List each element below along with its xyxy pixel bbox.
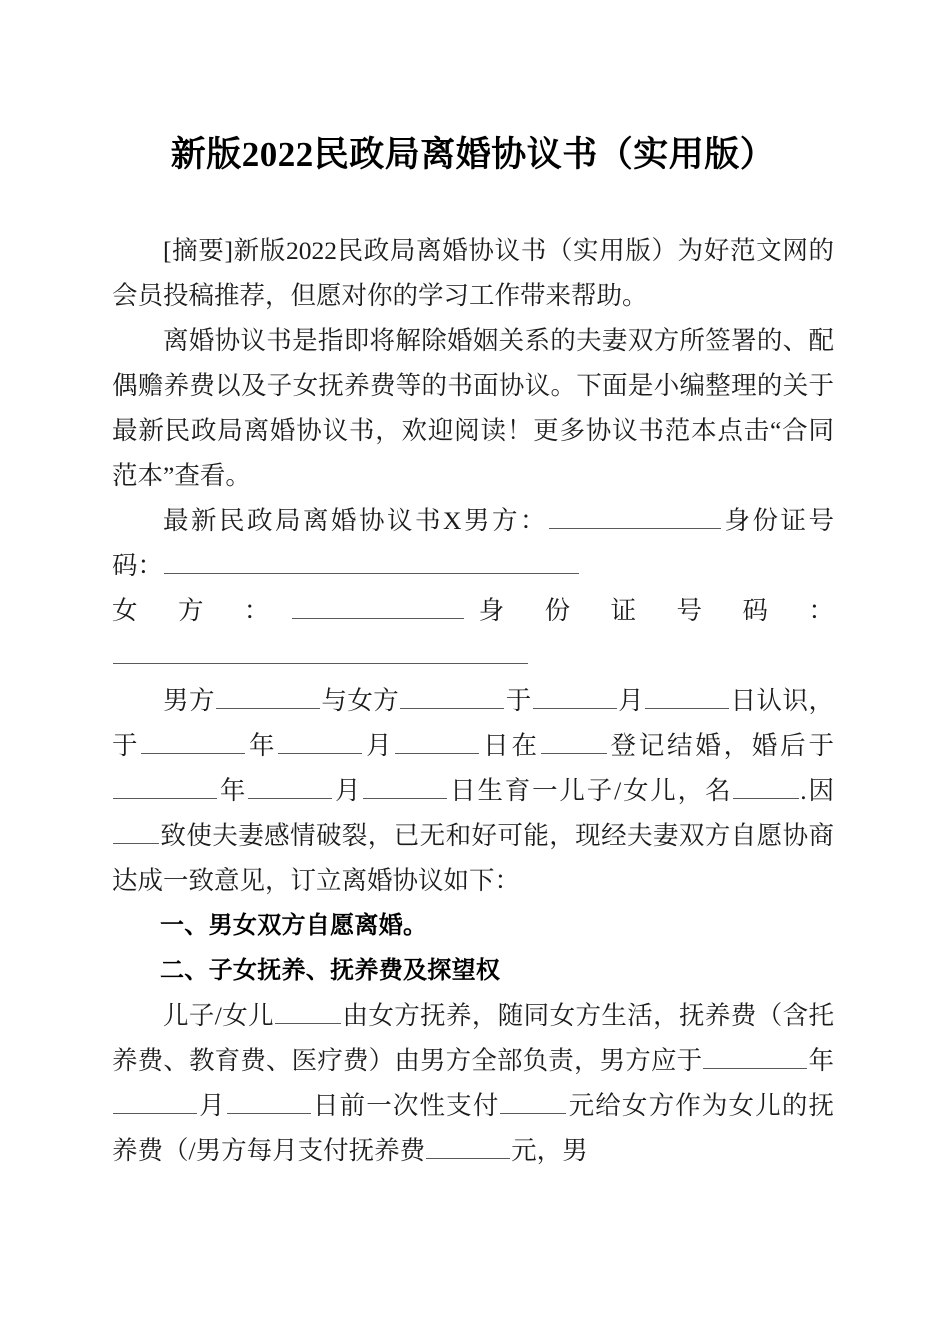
blank-child-count <box>275 998 341 1024</box>
child-label: 儿子/女儿 <box>163 1001 275 1030</box>
monthly-tail-text: 元，男 <box>511 1136 588 1165</box>
male-party-prefix: 最新民政局离婚协议书X男方： <box>163 506 548 535</box>
day-label: 日 <box>730 686 757 715</box>
paragraph-intro: 离婚协议书是指即将解除婚姻关系的夫妻双方所签署的、配偶赡养费以及子女抚养费等的书面协议。下面是小编整理的关于最新民政局离婚协议书，欢迎阅读！更多协议书范本点击“合同范本”查看。 <box>112 326 834 490</box>
blank-marry-day <box>395 728 479 754</box>
because-label: .因 <box>800 776 834 805</box>
blank-marry-month <box>278 728 362 754</box>
month-label-2: 月 <box>363 731 395 760</box>
registered-at-label: 日在 <box>480 731 540 760</box>
name-label: 名 <box>704 776 733 805</box>
blank-female-name-2 <box>400 683 504 709</box>
blank-birth-day <box>363 773 447 799</box>
year-label-2: 年 <box>246 731 278 760</box>
male-label: 男方 <box>163 686 215 715</box>
paragraph-female-id-blank <box>112 633 834 678</box>
blank-monthly-amount <box>426 1133 510 1159</box>
blank-birth-month <box>248 773 332 799</box>
blank-pay-month <box>113 1088 197 1114</box>
blank-birth-year <box>113 773 217 799</box>
registered-marriage-label: 登记结婚， <box>607 731 752 760</box>
month-label-3: 月 <box>333 776 363 805</box>
blank-marry-year <box>141 728 245 754</box>
blank-male-id <box>164 548 579 574</box>
year-label-4: 年 <box>808 1046 834 1075</box>
paragraph-abstract: [摘要]新版2022民政局离婚协议书（实用版）为好范文网的会员投稿推荐，但愿对你的学习工作带来帮助。 <box>112 236 834 310</box>
on-label: 于 <box>505 686 532 715</box>
page-title: 新版2022民政局离婚协议书（实用版） <box>170 135 776 174</box>
female-label: 与女方 <box>320 686 400 715</box>
blank-female-id <box>113 638 528 664</box>
blank-male-name-2 <box>216 683 320 709</box>
blank-pay-day <box>227 1088 311 1114</box>
blank-pay-year <box>703 1043 807 1069</box>
heading-section-one: 一、男女双方自愿离婚。 <box>160 911 428 939</box>
paragraph-custody <box>112 993 834 1173</box>
female-party-label: 女 方 ： <box>112 596 277 625</box>
lumpsum-label: 日前一次性支付 <box>311 1091 500 1120</box>
heading-section-two: 二、子女抚养、抚养费及探望权 <box>160 956 501 984</box>
child-born-label: 日生育一儿子/女儿， <box>448 776 705 805</box>
paragraph-female-party <box>112 588 834 633</box>
female-id-label: 身 份 证 号 码 ： <box>478 596 834 625</box>
blank-meet-day <box>645 683 729 709</box>
year-label-3: 年 <box>218 776 248 805</box>
custody-terms: 由女方抚养，随同女方生活，抚养费（含托养费、教育费、医疗费）由男方全部负责，男方应于 <box>112 1001 834 1075</box>
blank-female-name <box>292 593 464 619</box>
breakdown-text: 致使夫妻感情破裂，已无和好可能，现经夫妻双方自愿协商达成一致意见，订立离婚协议如下： <box>112 821 834 895</box>
blank-child-name <box>733 773 799 799</box>
support-fee-text: 元给女方作为女儿的抚养费（/男方每月支付抚养费 <box>112 1091 834 1165</box>
blank-lumpsum-amount <box>500 1088 566 1114</box>
acquainted-label: 认识，于 <box>112 686 834 760</box>
month-label-4: 月 <box>198 1091 226 1120</box>
male-id-label: 身份证号码： <box>112 506 834 580</box>
blank-reason <box>113 818 159 844</box>
after-marriage-label: 婚后于 <box>751 731 834 760</box>
blank-meet-month <box>533 683 617 709</box>
blank-marry-place <box>541 728 607 754</box>
document-body <box>112 228 834 1173</box>
month-label: 月 <box>617 686 645 715</box>
blank-male-name <box>549 503 721 529</box>
paragraph-male-party <box>112 498 834 588</box>
paragraph-marriage-history <box>112 678 834 903</box>
